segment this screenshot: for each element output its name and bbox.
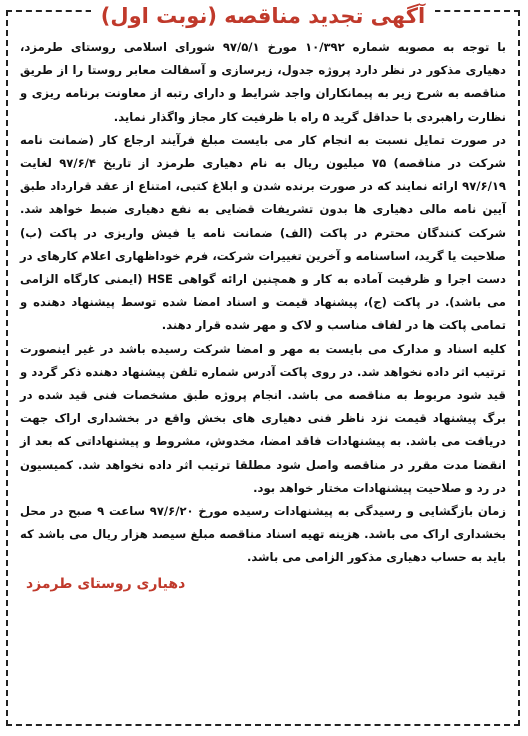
tender-notice [6, 4, 520, 726]
paragraph-intro: با توجه به مصوبه شماره ۱۰/۳۹۲ مورخ ۹۷/۵/۱ شورای اسلامی روستای طرمزد، دهیاری مذکور در نظر دارد پروژه جدول، زیرسازی و آسفالت معابر روستا را از طریق مناقصه به شرح زیر به پیمانکاران واجد شرایط و دارای رتبه از معاونت برنامه ریزی و نظارت راهبردی با حداقل گرید ۵ راه با ظرفیت کار مجاز واگذار نماید. [20, 40, 506, 124]
paragraph-guarantee: در صورت تمایل نسبت به انجام کار می بایست مبلغ فرآیند ارجاع کار (ضمانت نامه شرکت در مناقصه) ۷۵ میلیون ریال به نام دهیاری طرمزد از تاریخ ۹۷/۶/۴ لغایت ۹۷/۶/۱۹ ارائه نمایند که در صورت برنده شدن و ابلاغ کتبی، امتناع از عقد قرارداد طبق آیین نامه مالی دهیاری ها بدون تشریفات قضایی به نفع دهیاری ضبط خواهد شد. شرکت کنندگان محترم در پاکت (الف) ضمانت نامه یا فیش واریزی در پاکت (ب) صلاحیت یا گرید، اساسنامه و آخرین تغییرات شرکت، فرم خوداظهاری اعلام کارهای در دست اجرا و ظرفیت آماده به کار و همچنین ارائه گواهی HSE (ایمنی کارگاه الزامی می باشد). در پاکت (ج)، پیشنهاد قیمت و اسناد امضا شده توسط پیشنهاد دهنده و تمامی پاکت ها در لفاف مناسب و لاک و مهر شده قرار دهند. [20, 132, 506, 333]
paragraph-opening: زمان بازگشایی و رسیدگی به پیشنهادات رسیده مورخ ۹۷/۶/۲۰ ساعت ۹ صبح در محل بخشداری اراک می باشد. هزینه تهیه اسناد مناقصه مبلغ سیصد هزار ریال می باشد که باید به حساب دهیاری مذکور الزامی می باشد. [20, 504, 506, 565]
signature: دهیاری روستای طرمزد [26, 575, 186, 592]
notice-body [20, 36, 506, 570]
notice-title-wrapper [8, 2, 518, 30]
paragraph-documents: کلیه اسناد و مدارک می بایست به مهر و امضا شرکت رسیده باشد در غیر اینصورت ترتیب اثر داده نخواهد شد. در روی پاکت آدرس شماره تلفن پیشنهاد دهنده ذکر گردد و قید شود مربوط به مناقصه می باشد. انجام پروژه طبق مشخصات فنی قید شده در برگ پیشنهاد قیمت نزد ناظر فنی دهیاری های بخش واقع در بخشداری اراک جهت دریافت می باشد. به پیشنهادات فاقد امضا، مخدوش، مشروط و پیشنهاداتی که بعد از انقضا مدت مقرر در مناقصه واصل شود مطلقا ترتیب اثر داده نخواهد شد. کمیسیون در رد و صلاحیت پیشنهادات مختار خواهد بود. [20, 341, 506, 495]
notice-title: آگهی تجدید مناقصه (نوبت اول) [91, 4, 435, 28]
